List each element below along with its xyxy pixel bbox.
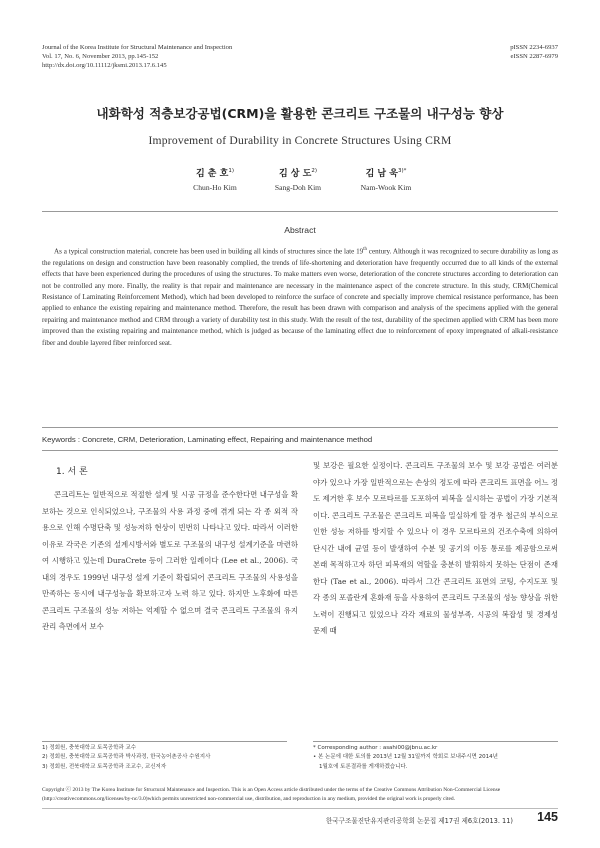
abstract-heading: Abstract (284, 225, 316, 235)
abstract-text (42, 244, 558, 349)
divider-keywords-bottom (42, 450, 558, 451)
author-3-name-en: Nam-Wook Kim (360, 183, 412, 192)
divider-keywords-top (42, 427, 558, 428)
footer-rule (42, 808, 558, 809)
footnote-rule-left (42, 741, 287, 742)
author-1-affil: 1) (228, 168, 234, 174)
journal-header (42, 43, 232, 70)
footnote-2: 2) 정회원, 충북대학교 토목공학과 박사과정, 한국농어촌공사 수원지사 (42, 754, 211, 761)
author-2 (248, 166, 348, 192)
author-3 (336, 166, 436, 192)
abstract-text-b: century. Although it was recognized to secure durability as long as the regulations on design and construction have been reasonably complied, the trends of life-shortening and deterioration have frequently occurred due to all kinds of the external effects that have been experienced during the procedures of using the structures. To make matters even worse, deterioration of the concrete structures according to deterioration can not be controlled any more. Finally, the reality is that repair and maintenance are necessary in the maintenance aspect of the concrete structure. In this study, CRM(Chemical Resistance of Laminating Reinforcement Method), which had been developed to reinforce the surface of concrete and specially improve chemical resistance performance, has been applied to enhance the existing repairing and maintenance method. Therefore, the result has been drawn with comparison and analysis of the specimens applied with the general repairing and maintenance method and CRM through a variety of durability test in this study. With the result of the test, durability of the specimen applied with CRM has been more improved than the existing repairing and maintenance method, which is judged as because of the laminating effect due to reinforcement of epoxy impregnated of alkali-resistance fiber and double layered fiber reinforced seat. (42, 247, 558, 347)
author-1-name-ko: 김 춘 호 (195, 169, 229, 179)
footnotes-correspondence (313, 744, 563, 772)
body-right-column: 및 보강은 필요한 실정이다. 콘크리트 구조물의 보수 및 보강 공법은 여러분야가 있으나 가장 일반적으로는 손상의 정도에 따라 콘크리트 표면을 어느 정도 제거한 후 보수 모르타르를 도포하여 피복을 실시하는 공법이 가장 기본적이다. 콘크리트 구조물은 콘크리트 피복을 밀실하게 할 경우 철근의 부식으로 인한 성능 저하를 방지할 수 있으나 이 경우 모르타르의 건조수축에 의하여 단시간 내에 균열 등이 발생하여 수분 및 공기의 이동 통로를 제공함으로써 본래 목적하고자 하던 피복재의 역할을 충분히 발휘하지 못하는 단점이 존재한다 (Tae et al., 2006). 따라서 그간 콘크리트 표면의 코팅, 수지도포 및 각 종의 포졸란계 혼화재 등을 사용하여 콘크리트 구조물의 성능 향상을 위한 노력이 진행되고 있었으나 각각 재료의 물성부족, 시공의 복잡성 및 경제성 문제 때 (313, 461, 558, 636)
author-2-name-en: Sang-Doh Kim (274, 183, 322, 192)
abstract-sup: th (363, 247, 367, 252)
footnotes-affiliations (42, 744, 292, 772)
keywords: Keywords : Concrete, CRM, Deterioration, Laminating effect, Repairing and maintenance method (42, 435, 373, 444)
footer-journal: 한국구조물진단유지관리공학회 논문집 제17권 제6호(2013. 11) (325, 817, 513, 825)
issn-block (510, 43, 558, 61)
footnote-rule-right (313, 741, 558, 742)
footnote-discussion-2: 1월호에 토론결과를 게재하겠습니다. (319, 763, 408, 770)
eissn: eISSN 2287-6979 (510, 53, 558, 60)
section-title: 1. 서 론 (56, 467, 88, 477)
title-korean: 내화학성 적층보강공법(CRM)을 활용한 콘크리트 구조물의 내구성능 향상 (96, 106, 504, 121)
author-1-name-en: Chun-Ho Kim (193, 183, 237, 192)
title-english: Improvement of Durability in Concrete Structures Using CRM (148, 134, 452, 147)
doi-link[interactable]: http://dx.doi.org/10.11112/jksmi.2013.17.6.145 (42, 62, 167, 69)
author-3-affil: 3)* (397, 168, 407, 174)
copyright-notice: Copyright ⓒ 2013 by The Korea Institute for Structural Maintenance and Inspection. This is an Open Access article distributed under the terms of the Creative Commons Attribution Non-Commercial License (http://creativecommons.org/licenses/by-nc/3.0)which permits unrestricted non-commercial use, distribution, and reproduction in any medium, provided the original work is properly cited. (42, 787, 501, 802)
author-2-name-ko: 김 상 도 (278, 169, 312, 179)
pissn: pISSN 2234-6937 (510, 44, 558, 51)
body-left-column: 콘크리트는 일반적으로 적절한 설계 및 시공 규정을 준수한다면 내구성을 확보하는 것으로 인식되었으나, 구조물의 사용 과정 중에 겪게 되는 각 종 외적 작용으로 인해 수명단축 및 성능저하 현상이 빈번히 나타나고 있다. 따라서 이러한 이유로 각국은 기존의 설계시방서와 별도로 구조물의 내구성 설계기준을 마련하여 시행하고 있는데 DuraCrete 등이 그러한 일례이다 (Lee et al., 2006). 국내의 경우도 1999년 내구성 설계 기준이 확립되어 콘크리트 구조물의 사용성을 만족하는 동시에 내구성능을 확보하고자 노력 하고 있다. 하지만 노후화에 따른 콘크리트 구조물의 성능 저하는 억제할 수 없으며 결국 콘크리트 구조물의 유지관리 측면에서 보수 (42, 490, 298, 632)
footnote-3: 3) 정회원, 전북대학교 토목공학과 조교수, 교신저자 (42, 763, 167, 770)
author-2-affil: 2) (311, 168, 317, 174)
page-number: 145 (537, 810, 558, 824)
journal-volume: Vol. 17, No. 6, November 2013, pp.145-152 (42, 53, 159, 60)
journal-name: Journal of the Korea Institute for Structural Maintenance and Inspection (42, 44, 233, 51)
footnote-discussion-1: • 본 논문에 대한 토의를 2013년 12월 31일까지 학회로 보내주시면 2014년 (313, 754, 498, 761)
divider-top (42, 211, 558, 212)
footnote-corresponding: * Corresponding author : asahi00@jbnu.ac.kr (313, 745, 438, 751)
footnote-1: 1) 정회원, 충북대학교 토목공학과 교수 (42, 745, 137, 751)
abstract-text-a: As a typical construction material, concrete has been used in building all kinds of structures since the late 19 (54, 247, 364, 256)
author-3-name-ko: 김 남 욱 (365, 169, 398, 179)
